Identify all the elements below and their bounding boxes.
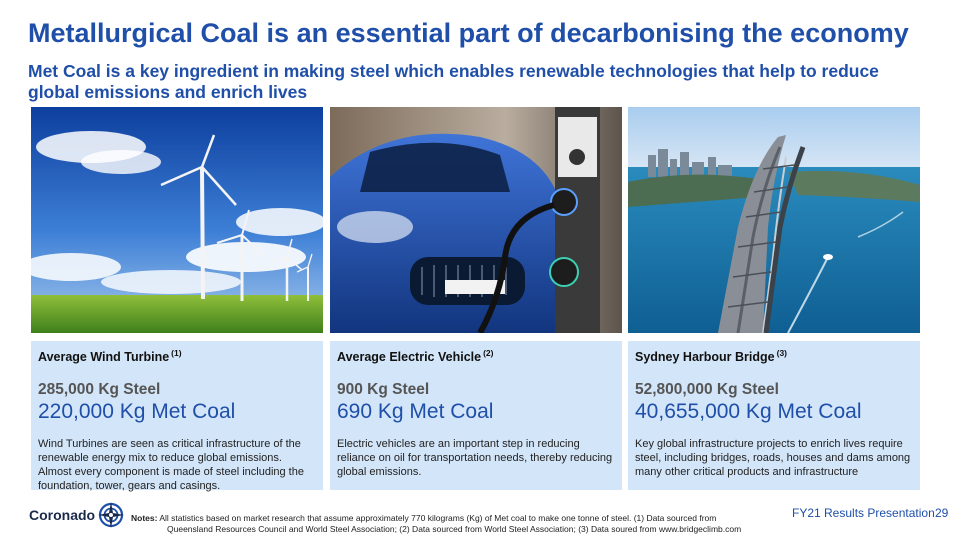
slide-subtitle: Met Coal is a key ingredient in making steel which enables renewable technologies that help to reduce global emissions and enrich lives xyxy=(28,61,879,102)
card-title xyxy=(337,348,616,364)
presentation-label: FY21 Results Presentation xyxy=(792,506,935,520)
card-description: Electric vehicles are an important step in reducing reliance on oil for transportation needs, thereby reducing global emissions. xyxy=(337,438,613,479)
notes-body xyxy=(131,513,761,535)
notes-label: Notes: xyxy=(131,513,158,523)
steel-amount: 285,000 Kg Steel xyxy=(38,381,161,399)
page-number: 29 xyxy=(935,506,949,520)
footnote-ref: (2) xyxy=(483,348,494,358)
steel-amount: 52,800,000 Kg Steel xyxy=(635,381,779,399)
notes-text: All statistics based on market research that assume approximately 770 kilograms (Kg) of Met coal to make one tonne of steel. (1) Data sourced from Queensland Resources Council and World Steel Association; (2) Data sourced from World Steel Association; (3) Data soured from www.bridgeclimb.com xyxy=(159,513,742,534)
sydney-harbour-bridge-photo xyxy=(628,107,920,333)
card-title-text: Average Electric Vehicle xyxy=(337,350,482,365)
met-coal-amount: 40,655,000 Kg Met Coal xyxy=(635,400,862,424)
card-title xyxy=(635,348,914,364)
wind-turbine-card xyxy=(31,341,323,493)
electric-vehicle-photo xyxy=(330,107,622,333)
wind-turbines-photo xyxy=(31,107,323,333)
card-title-text: Average Wind Turbine xyxy=(38,350,170,365)
slide-title: Metallurgical Coal is an essential part of decarbonising the economy xyxy=(28,18,909,48)
steel-amount: 900 Kg Steel xyxy=(337,381,430,399)
met-coal-amount: 690 Kg Met Coal xyxy=(337,400,494,424)
footnote-ref: (1) xyxy=(171,348,182,358)
card-description: Wind Turbines are seen as critical infrastructure of the renewable energy mix to reduce global emissions. Almost every component is made of steel including the foundation, tower, gears and casings. xyxy=(38,438,304,493)
harbour-bridge-card xyxy=(628,341,920,490)
card-title-text: Sydney Harbour Bridge xyxy=(635,350,775,365)
compass-logo-icon xyxy=(97,501,125,529)
met-coal-amount: 220,000 Kg Met Coal xyxy=(38,400,236,424)
electric-vehicle-card xyxy=(330,341,622,490)
footnotes xyxy=(131,513,761,535)
card-description: Key global infrastructure projects to enrich lives require steel, including bridges, roads, houses and dams among many other critical products and infrastructure xyxy=(635,438,911,479)
coronado-logo xyxy=(29,501,125,529)
logo-text: Coronado xyxy=(29,507,96,523)
card-title xyxy=(38,348,317,364)
footnote-ref: (3) xyxy=(776,348,788,358)
